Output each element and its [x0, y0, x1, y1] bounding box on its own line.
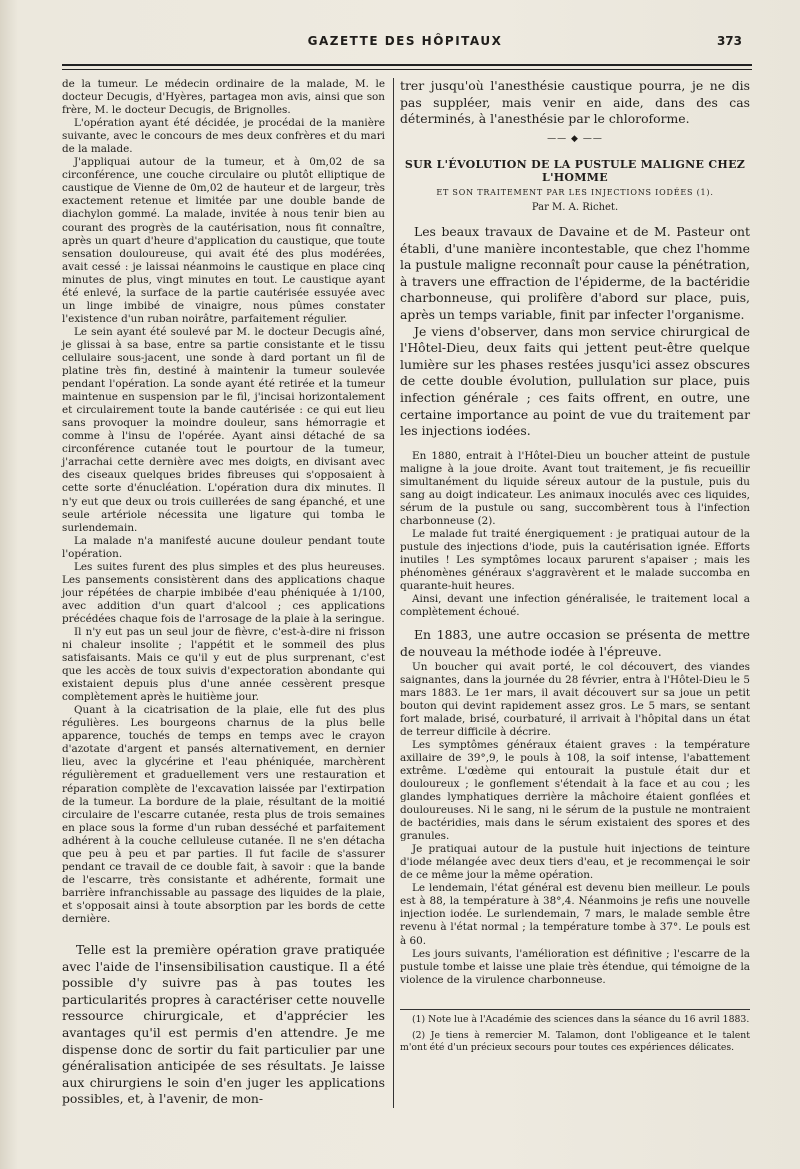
footnotes — [400, 1014, 750, 1054]
case-1930-block — [400, 450, 750, 620]
conclusion-block — [62, 942, 385, 1108]
paragraph: L'opération ayant été décidée, je procédai de la manière suivante, avec le concours de mes deux confrères et du mari de la malade. — [62, 117, 385, 156]
intro-block — [400, 224, 750, 440]
page-number: 373 — [716, 34, 742, 48]
article-title: SUR L'ÉVOLUTION DE LA PUSTULE MALIGNE CHEZ L'HOMME — [404, 157, 746, 184]
footnote: (1) Note lue à l'Académie des sciences dans la séance du 16 avril 1883. — [412, 1013, 750, 1025]
paragraph: Les jours suivants, l'amélioration est définitive ; l'escarre de la pustule tombe et laisse une plaie très étendue, qui témoigne de la violence de la virulence charbonneuse. — [400, 947, 750, 986]
column-divider — [393, 78, 394, 1108]
left-column — [62, 78, 385, 1108]
paragraph: Le malade fut traité énergiquement : je pratiquai autour de la pustule des injections d'iode, puis la cautérisation ignée. Efforts inutiles ! Les symptômes locaux parurent s'apaiser ; mais les phénomènes généraux s'aggravèrent et le malade succomba en quarante-huit heures. — [400, 528, 750, 593]
paragraph: J'appliquai autour de la tumeur, et à 0m,02 de sa circonférence, une couche circulaire ou plutôt elliptique de caustique de Vienne de 0m,02 de hauteur et de largeur, très exactement retenue et limitée par une double bande de diachylon gommé. La malade, invitée à nous tenir bien au courant des progrès de la cautérisation, nous fit connaître, après un quart d'heure d'application du caustique, que toute sensation douloureuse, qui avait été des plus modérées, avait cessé : je laissai néanmoins le caustique en place cinq minutes de plus, vingt minutes en tout. Le caustique ayant été enlevé, la surface de la partie cautérisée essuyée avec un linge imbibé de vinaigre, nous pûmes constater l'existence d'un ruban noirâtre, parfaitement régulier. — [62, 156, 385, 325]
paragraph: Les symptômes généraux étaient graves : la température axillaire de 39°,9, le pouls à 108, la soif intense, l'abattement extrême. L'œdème qui entourait la pustule était dur et douloureux ; le gonflement s'étendait à la face et au cou ; les glandes lymphatiques derrière la mâchoire étaient gonflées et douloureuses. Ni le sang, ni le sérum de la pustule ne montraient de bactéridies, mais dans le sérum existaient des spores et des granules. — [400, 738, 750, 843]
case-1883-block — [400, 661, 750, 987]
footnote: (2) Je tiens à remercier M. Talamon, dont l'obligeance et le talent m'ont été d'un précieux secours pour toutes ces expériences délicates. — [400, 1029, 750, 1053]
paragraph: Ainsi, devant une infection généralisée, le traitement local a complètement échoué. — [400, 593, 750, 619]
paragraph: Les suites furent des plus simples et des plus heureuses. Les pansements consistèrent dans des applications chaque jour répétées de charpie imbibée d'eau phéniquée à 1/100, avec addition d'un quart d'alcool ; ces applications précédées chaque fois de l'arrosage de la plaie à la seringue. — [62, 560, 385, 625]
section-separator: —— ◆ —— — [547, 133, 603, 144]
article-author: Par M. A. Richet. — [531, 201, 619, 213]
header-rule-thin — [62, 69, 752, 70]
paragraph: Quant à la cicatrisation de la plaie, elle fut des plus régulières. Les bourgeons charnus de la plus belle apparence, touchés de temps en temps avec le crayon d'azotate d'argent et pansés alternativement, en dernier lieu, avec la glycérine et l'eau phéniquée, marchèrent régulièrement et graduellement vers une restauration et réparation complète de l'excavation laissée par l'extirpation de la tumeur. La bordure de la plaie, résultant de la moitié circulaire de l'escarre cutanée, resta plus de trois semaines en place sous la forme d'un ruban desséché et parfaitement adhérent à la couche celluleuse cutanée. Il ne s'en détacha que peu à peu et par parties. Il fut facile de s'assurer pendant ce travail de ce double fait, à savoir : que la bande de l'escarre, très consistante et adhérente, formait une barrière infranchissable au passage des liquides de la plaie, et s'opposait ainsi à toute absorption par les bords de cette dernière. — [62, 704, 385, 925]
journal-title: GAZETTE DES HÔPITAUX — [307, 34, 503, 48]
paragraph: En 1880, entrait à l'Hôtel-Dieu un boucher atteint de pustule maligne à la joue droite. Avant tout traitement, je fis recueillir simultanément du liquide séreux autour de la pustule, puis du sang au doigt indicateur. Les animaux inoculés avec ces liquides, sérum de la pustule ou sang, succombèrent tous à l'infection charbonneuse (2). — [400, 449, 750, 527]
paragraph: Je pratiquai autour de la pustule huit injections de teinture d'iode mélangée avec deux tiers d'eau, et je recommençai le soir de ce même jour la même opération. — [400, 843, 750, 882]
paragraph: Il n'y eut pas un seul jour de fièvre, c'est-à-dire ni frisson ni chaleur insolite ; l'appétit et le sommeil des plus satisfaisants. Mais ce qu'il y eut de plus surprenant, c'est que les accès de toux suivis d'expectoration abondante qui existaient depuis plus d'une année cessèrent presque complètement après le huitième jour. — [62, 625, 385, 704]
footnote-rule — [400, 1009, 750, 1010]
paragraph: Le sein ayant été soulevé par M. le docteur Decugis aîné, je glissai à sa base, entre sa partie consistante et le tissu cellulaire sous-jacent, une sonde à dard portant un fil de platine très fin, destiné à maintenir la tumeur soulevée pendant l'opération. La sonde ayant été retirée et la tumeur maintenue en suspension par le fil, j'incisai horizontalement et circulairement toute la bande cautérisée : ce qui eut lieu sans provoquer la moindre douleur, sans hémorragie et comme à l'insu de l'opérée. Ayant ainsi détaché de sa circonférence cutanée tout le pourtour de la tumeur, j'arrachai cette dernière avec mes doigts, en divisant avec des ciseaux quelques brides fibreuses qui s'opposaient à cette sorte d'énucléation. L'opération dura dix minutes. Il n'y eut que deux ou trois cuillerées de sang épanché, et une seule artériole nécessita une ligature qui tomba le surlendemain. — [62, 325, 385, 534]
right-column — [400, 78, 750, 1054]
conclusion-paragraph: Telle est la première opération grave pratiquée avec l'aide de l'insensibilisation caustique. Il a été possible d'y suivre pas à pas toutes les particularités propres à caractériser cette nouvelle ressource chirurgicale, et d'apprécier les avantages qu'il est permis d'en attendre. Je me dispense donc de sortir du fait particulier par une généralisation anticipée de ses résultats. Je laisse aux chirurgiens le soin d'en juger les applications possibles, et, à l'avenir, de mon- — [62, 942, 385, 1107]
paragraph: Un boucher qui avait porté, le col découvert, des viandes saignantes, dans la journée du 28 février, entra à l'Hôtel-Dieu le 5 mars 1883. Le 1er mars, il avait découvert sur sa joue un petit bouton qui devint rapidement assez gros. Le 5 mars, se sentant fort malade, brisé, courbaturé, il arrivait à l'hôpital dans un état de terreur difficile à décrire. — [400, 660, 750, 738]
case-1883-intro — [400, 627, 750, 660]
paragraph: Les beaux travaux de Davaine et de M. Pasteur ont établi, d'une manière incontestable, que chez l'homme la pustule maligne reconnaît pour cause la pénétration, à travers une effraction de l'épiderme, de la bactéridie charbonneuse, qui prolifère d'abord sur place, puis, après un temps variable, finit par infecter l'organisme. — [400, 224, 750, 322]
continuation-paragraph: trer jusqu'où l'anesthésie caustique pourra, je ne dis pas suppléer, mais venir en aide, dans des cas déterminés, à l'anesthésie par le chloroforme. — [400, 78, 750, 127]
paragraph: En 1883, une autre occasion se présenta de mettre de nouveau la méthode iodée à l'épreuve. — [400, 627, 750, 659]
paragraph: La malade n'a manifesté aucune douleur pendant toute l'opération. — [62, 534, 385, 560]
paragraph: de la tumeur. Le médecin ordinaire de la malade, M. le docteur Decugis, d'Hyères, partagea mon avis, ainsi que son frère, M. le docteur Decugis, de Brignolles. — [62, 78, 385, 117]
page-header — [60, 34, 750, 52]
continuation-block — [400, 78, 750, 128]
paragraph: Le lendemain, l'état général est devenu bien meilleur. Le pouls est à 88, la température à 38°,4. Néanmoins je refis une nouvelle injection iodée. Le surlendemain, 7 mars, le malade semble être revenu à l'état normal ; la température tombe à 37°. Le pouls est à 60. — [400, 882, 750, 947]
header-rule-thick — [62, 64, 752, 66]
article-subtitle: ET SON TRAITEMENT PAR LES INJECTIONS IODÉES (1). — [436, 187, 714, 197]
paragraph: Je viens d'observer, dans mon service chirurgical de l'Hôtel-Dieu, deux faits qui jettent peut-être quelque lumière sur les phases restées jusqu'ici assez obscures de cette double évolution, pullulation sur place, puis infection générale ; ces faits offrent, en outre, une certaine importance au point de vue du traitement par les injections iodées. — [400, 323, 750, 439]
